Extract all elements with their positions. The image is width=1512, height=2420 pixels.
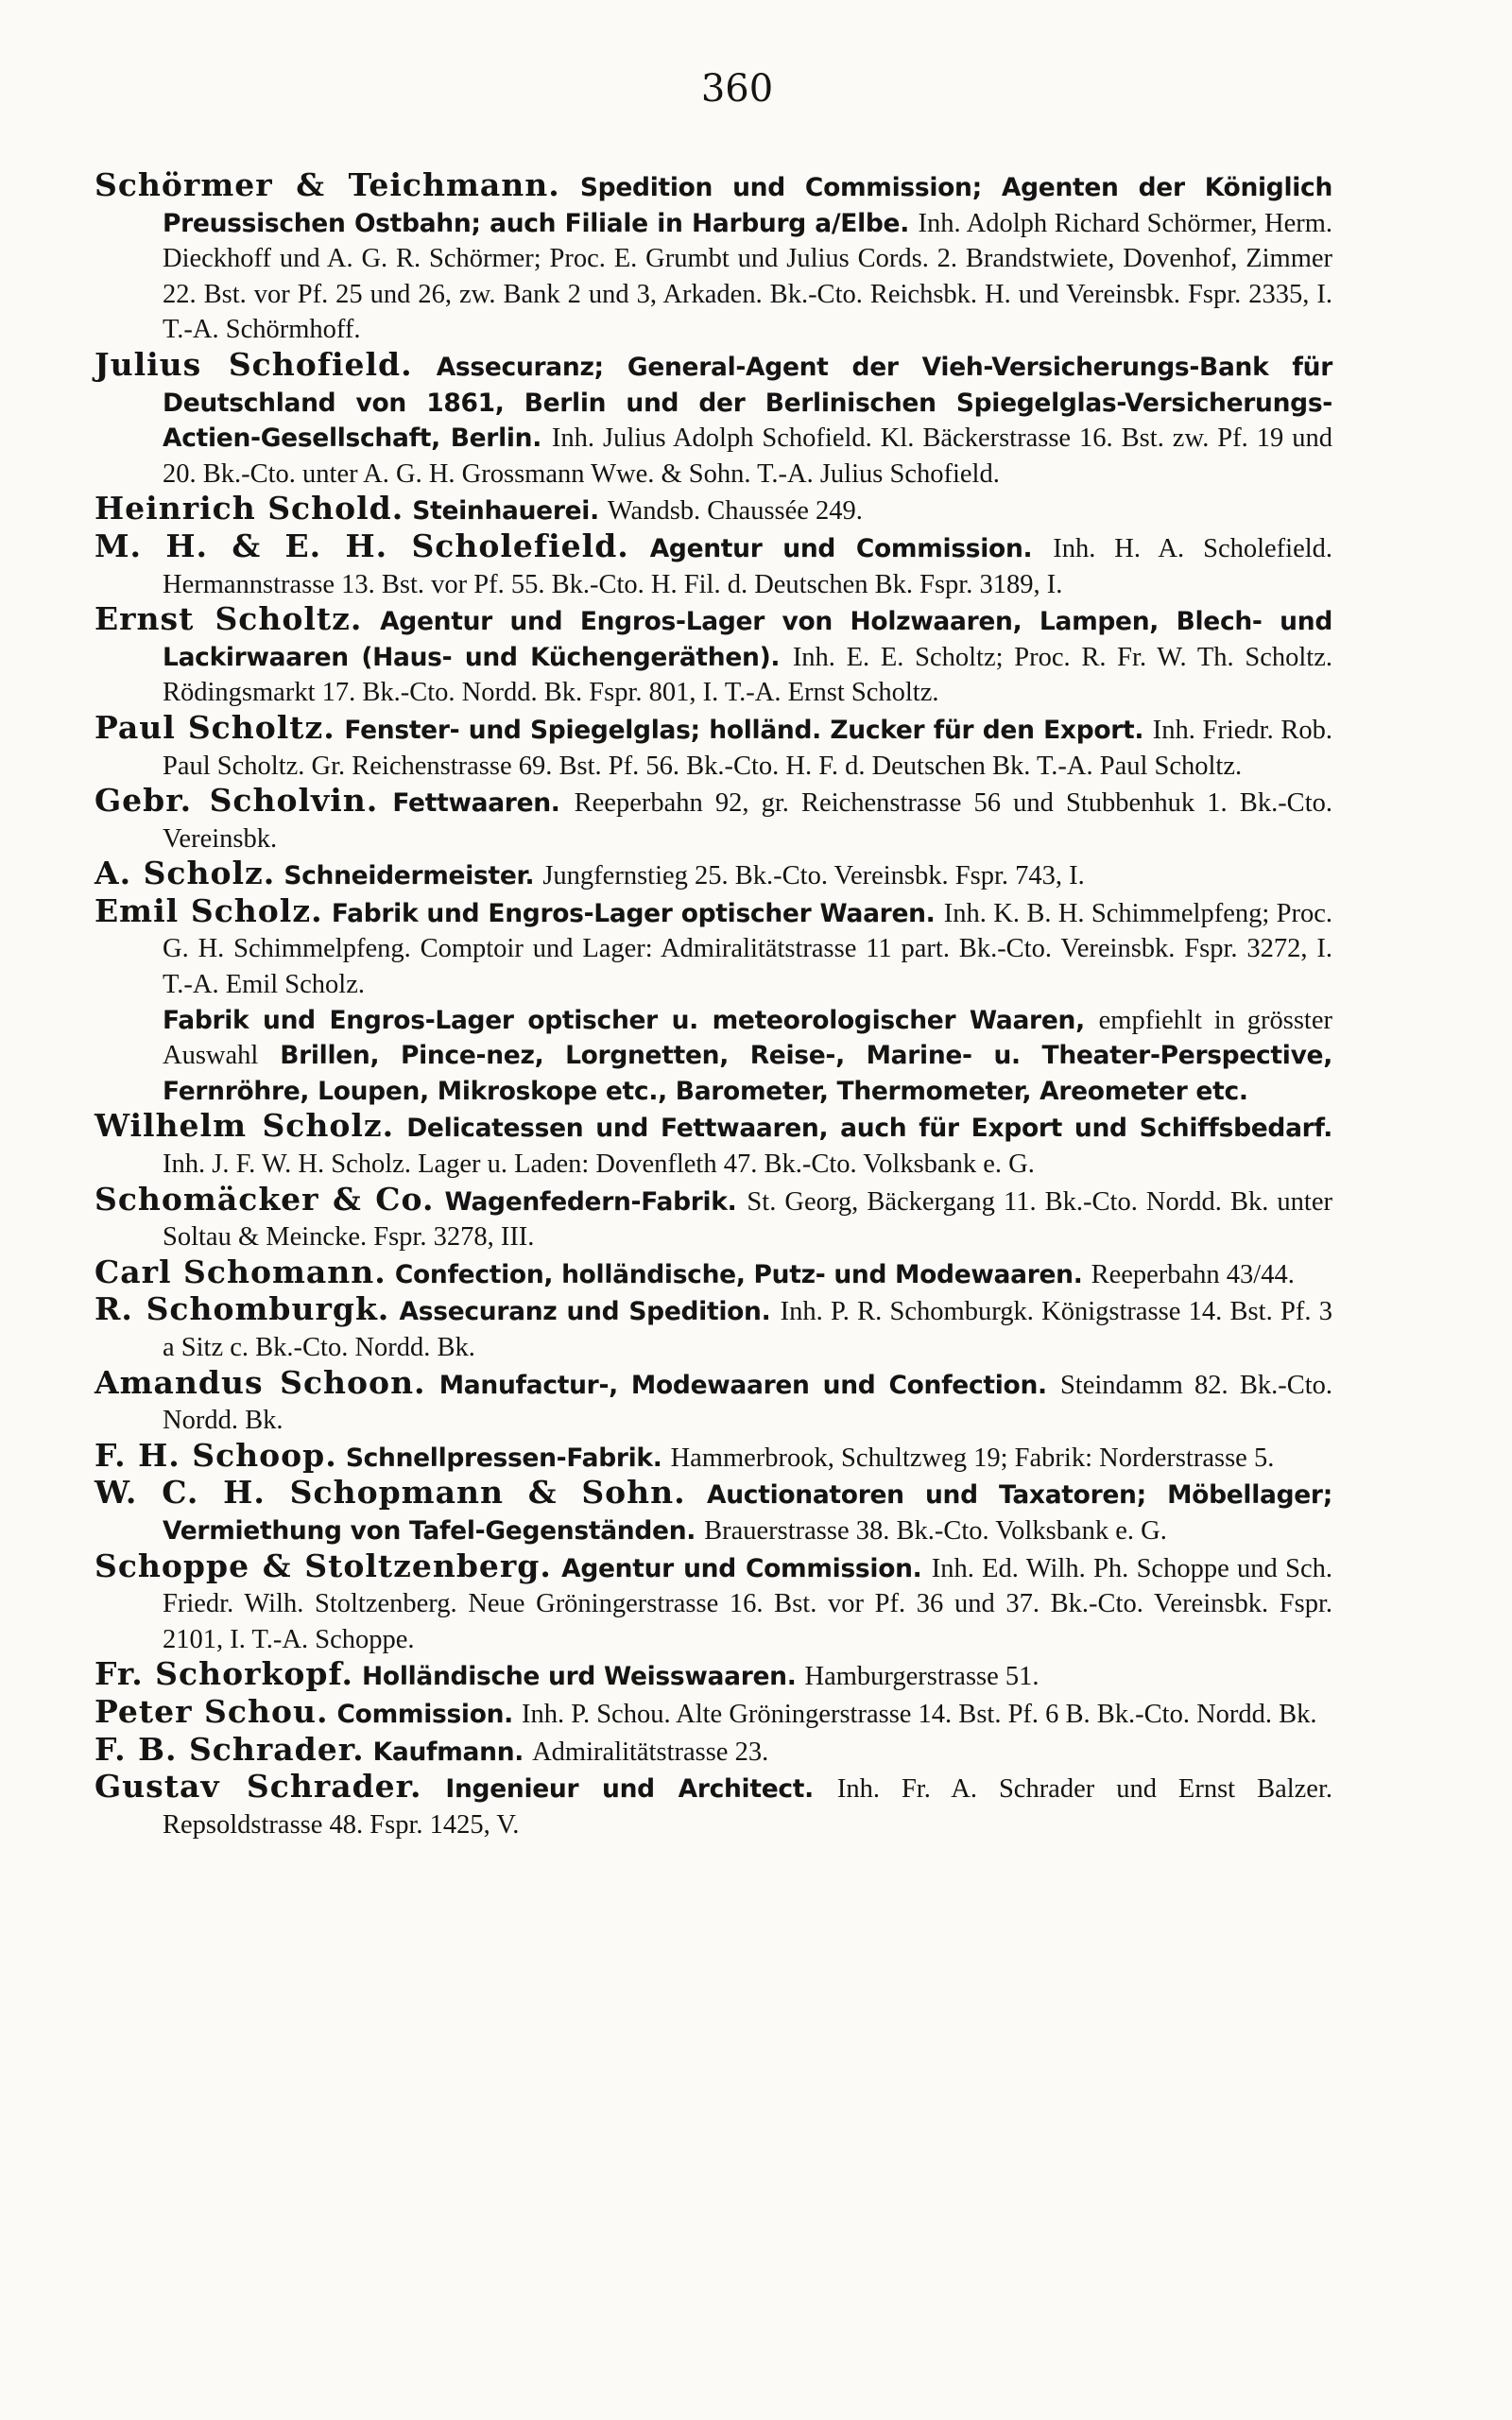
- entry-details: Brauerstrasse 38. Bk.-Cto. Volksbank e. G.: [704, 1515, 1167, 1546]
- directory-entry: [94, 1657, 1332, 1695]
- entry-name: Emil Scholz.: [94, 891, 323, 929]
- entry-details: Inh. Julius Adolph Schofield. Kl. Bäckerstrasse 16. Bst. zw. Pf. 19 und 20. Bk.-Cto. unter A. G. H. Grossmann Wwe. & Sohn. T.-A. Julius Schofield.: [163, 424, 1332, 489]
- entry-trade: Fettwaaren.: [392, 788, 560, 819]
- entry-name: Heinrich Schold.: [94, 490, 404, 527]
- entry-trade: Kaufmann.: [372, 1737, 524, 1767]
- entry-name: A. Scholz.: [94, 855, 276, 892]
- directory-entry: [94, 1363, 1333, 1439]
- entry-name: M. H. & E. H. Scholefield.: [94, 527, 629, 564]
- entry-name: Julius Schofield.: [94, 345, 413, 383]
- entry-name: Gustav Schrader.: [94, 1768, 422, 1806]
- entry-name: Schoppe & Stoltzenberg.: [94, 1547, 552, 1584]
- entry-name: Schörmer & Teichmann.: [94, 166, 560, 203]
- entry-details: Hammerbrook, Schultzweg 19; Fabrik: Norderstrasse 5.: [670, 1443, 1275, 1473]
- entry-trade: Assecuranz und Spedition.: [399, 1297, 771, 1327]
- entry-name: R. Schomburgk.: [94, 1290, 390, 1328]
- directory-entry: [94, 1109, 1332, 1182]
- advert-text: empfiehlt in grösster Auswahl: [163, 1005, 1332, 1071]
- directory-entry: [94, 529, 1332, 602]
- entry-trade: Agentur und Engros-Lager von Holzwaaren, Lampen, Blech- und Lackirwaaren (Haus- und Küchengeräthen).: [163, 607, 1332, 672]
- entry-trade: Schneidermeister.: [284, 861, 535, 891]
- advertisement-block: [94, 1003, 1332, 1110]
- directory-entry: [94, 1476, 1332, 1548]
- directory-entry: [94, 492, 1332, 529]
- directory-entry: [94, 784, 1332, 856]
- entry-details: Inh. Ed. Wilh. Ph. Schoppe und Sch. Friedr. Wilh. Stoltzenberg. Neue Gröningerstrasse 16. Bst. vor Pf. 36 und 37. Bk.-Cto. Vereinsbk. Fspr. 2101, I. T.-A. Schoppe.: [163, 1553, 1333, 1654]
- directory-entry: [94, 891, 1333, 1003]
- entry-name: Ernst Scholtz.: [94, 600, 363, 638]
- entry-trade: Schnellpressen-Fabrik.: [345, 1443, 662, 1473]
- entry-details: Inh. J. F. W. H. Scholz. Lager u. Laden: Dovenfleth 47. Bk.-Cto. Volksbank e. G.: [163, 1150, 1035, 1180]
- entry-trade: Agentur und Commission.: [561, 1553, 922, 1583]
- advert-heading: Fabrik und Engros-Lager optischer u. meteorologischer Waaren,: [163, 1005, 1085, 1035]
- entry-name: F. B. Schrader.: [94, 1730, 365, 1768]
- entry-details: Wandsb. Chaussée 249.: [607, 496, 863, 527]
- entry-trade: Assecuranz; General-Agent der Vieh-Versicherungs-Bank für Deutschland von 1861, Berlin und der Berlinischen Spiegelglas-Versicherungs-Actien-Gesellschaft, Berlin.: [163, 352, 1332, 454]
- entry-name: Wilhelm Scholz.: [94, 1107, 395, 1145]
- entry-details: Inh. Fr. A. Schrader und Ernst Balzer. Repsoldstrasse 48. Fspr. 1425, V.: [163, 1774, 1332, 1840]
- entry-details: Inh. P. Schou. Alte Gröningerstrasse 14. Bst. Pf. 6 B. Bk.-Cto. Nordd. Bk.: [522, 1699, 1317, 1729]
- directory-entry: [94, 708, 1333, 784]
- entry-trade: Spedition und Commission; Agenten der Königlich Preussischen Ostbahn; auch Filiale in Harburg a/Elbe.: [163, 173, 1333, 238]
- entry-trade: Holländische urd Weisswaaren.: [362, 1662, 797, 1692]
- entry-trade: Wagenfedern-Fabrik.: [444, 1186, 737, 1217]
- entry-name: F. H. Schoop.: [94, 1436, 337, 1474]
- entry-trade: Commission.: [336, 1699, 513, 1729]
- entry-details: St. Georg, Bäckergang 11. Bk.-Cto. Nordd. Bk. unter Soltau & Meincke. Fspr. 3278, III.: [163, 1186, 1332, 1253]
- directory-entry: [94, 1180, 1332, 1255]
- entry-name: W. C. H. Schopmann & Sohn.: [94, 1474, 686, 1512]
- directory-entry: [94, 856, 1332, 894]
- page-number: 360: [700, 67, 774, 111]
- entry-trade: Steinhauerei.: [412, 496, 599, 527]
- directory-entries: [94, 168, 1332, 1842]
- directory-entry: [94, 1549, 1332, 1658]
- advert-products: Brillen, Pince-nez, Lorgnetten, Reise-, Marine- u. Theater-Perspective, Fernröhre, Loupen, Mikroskope etc., Barometer, Thermometer, Areometer etc.: [163, 1041, 1333, 1106]
- directory-entry: [94, 602, 1332, 711]
- entry-details: Inh. Adolph Richard Schörmer, Herm. Dieckhoff und A. G. R. Schörmer; Proc. E. Grumbt und Julius Cords. 2. Brandstwiete, Dovenhof, Zimmer 22. Bst. vor Pf. 25 und 26, zw. Bank 2 und 3, Arkaden. Bk.-Cto. Reichsbk. H. und Vereinsbk. Fspr. 2335, I. T.-A. Schörmhoff.: [163, 208, 1333, 345]
- entry-trade: Delicatessen und Fettwaaren, auch für Export und Schiffsbedarf.: [406, 1114, 1332, 1144]
- entry-name: Fr. Schorkopf.: [94, 1655, 353, 1693]
- entry-trade: Ingenieur und Architect.: [445, 1774, 814, 1805]
- directory-entry: [94, 345, 1332, 492]
- directory-entry: [94, 168, 1332, 348]
- entry-details: Jungfernstieg 25. Bk.-Cto. Vereinsbk. Fspr. 743, I.: [542, 861, 1085, 891]
- entry-name: Carl Schomann.: [94, 1253, 387, 1290]
- entry-details: Inh. H. A. Scholefield. Hermannstrasse 13. Bst. vor Pf. 55. Bk.-Cto. H. Fil. d. Deutschen Bk. Fspr. 3189, I.: [163, 533, 1333, 599]
- entry-trade: Agentur und Commission.: [649, 533, 1033, 563]
- entry-name: Schomäcker & Co.: [94, 1180, 435, 1218]
- entry-details: Inh. P. R. Schomburgk. Königstrasse 14. Bst. Pf. 3 a Sitz c. Bk.-Cto. Nordd. Bk.: [163, 1297, 1333, 1362]
- directory-entry: [94, 1770, 1332, 1842]
- entry-details: Steindamm 82. Bk.-Cto. Nordd. Bk.: [163, 1370, 1333, 1436]
- directory-entry: [94, 1292, 1332, 1365]
- directory-entry: [94, 1436, 1332, 1477]
- entry-name: Paul Scholtz.: [94, 708, 335, 746]
- entry-trade: Fenster- und Spiegelglas; holländ. Zucker für den Export.: [344, 715, 1144, 745]
- entry-details: Admiralitätstrasse 23.: [532, 1737, 769, 1767]
- entry-trade: Fabrik und Engros-Lager optischer Waaren.: [331, 898, 936, 928]
- directory-entry: [94, 1730, 1332, 1771]
- entry-details: Reeperbahn 43/44.: [1091, 1259, 1295, 1289]
- entry-details: Inh. E. E. Scholtz; Proc. R. Fr. W. Th. Scholtz. Rödingsmarkt 17. Bk.-Cto. Nordd. Bk. Fspr. 801, I. T.-A. Ernst Scholtz.: [163, 642, 1332, 708]
- entry-details: Inh. Friedr. Rob. Paul Scholtz. Gr. Reichenstrasse 69. Bst. Pf. 56. Bk.-Cto. H. F. d. Deutschen Bk. T.-A. Paul Scholtz.: [163, 715, 1333, 781]
- entry-trade: Confection, holländische, Putz- und Modewaaren.: [394, 1259, 1083, 1289]
- directory-entry: [94, 1692, 1332, 1733]
- entry-trade: Manufactur-, Modewaaren und Confection.: [438, 1370, 1047, 1400]
- entry-details: Hamburgerstrasse 51.: [804, 1662, 1040, 1692]
- directory-entry: [94, 1255, 1332, 1293]
- entry-name: Gebr. Scholvin.: [94, 782, 379, 820]
- entry-details: Reeperbahn 92, gr. Reichenstrasse 56 und Stubbenhuk 1. Bk.-Cto. Vereinsbk.: [163, 788, 1332, 854]
- entry-details: Inh. K. B. H. Schimmelpfeng; Proc. G. H. Schimmelpfeng. Comptoir und Lager: Admiralitätstrasse 11 part. Bk.-Cto. Vereinsbk. Fspr. 3272, I. T.-A. Emil Scholz.: [163, 898, 1333, 1000]
- entry-trade: Auctionatoren und Taxatoren; Möbellager; Vermiethung von Tafel-Gegenständen.: [163, 1480, 1332, 1546]
- entry-name: Peter Schou.: [94, 1692, 329, 1730]
- entry-name: Amandus Schoon.: [94, 1363, 426, 1401]
